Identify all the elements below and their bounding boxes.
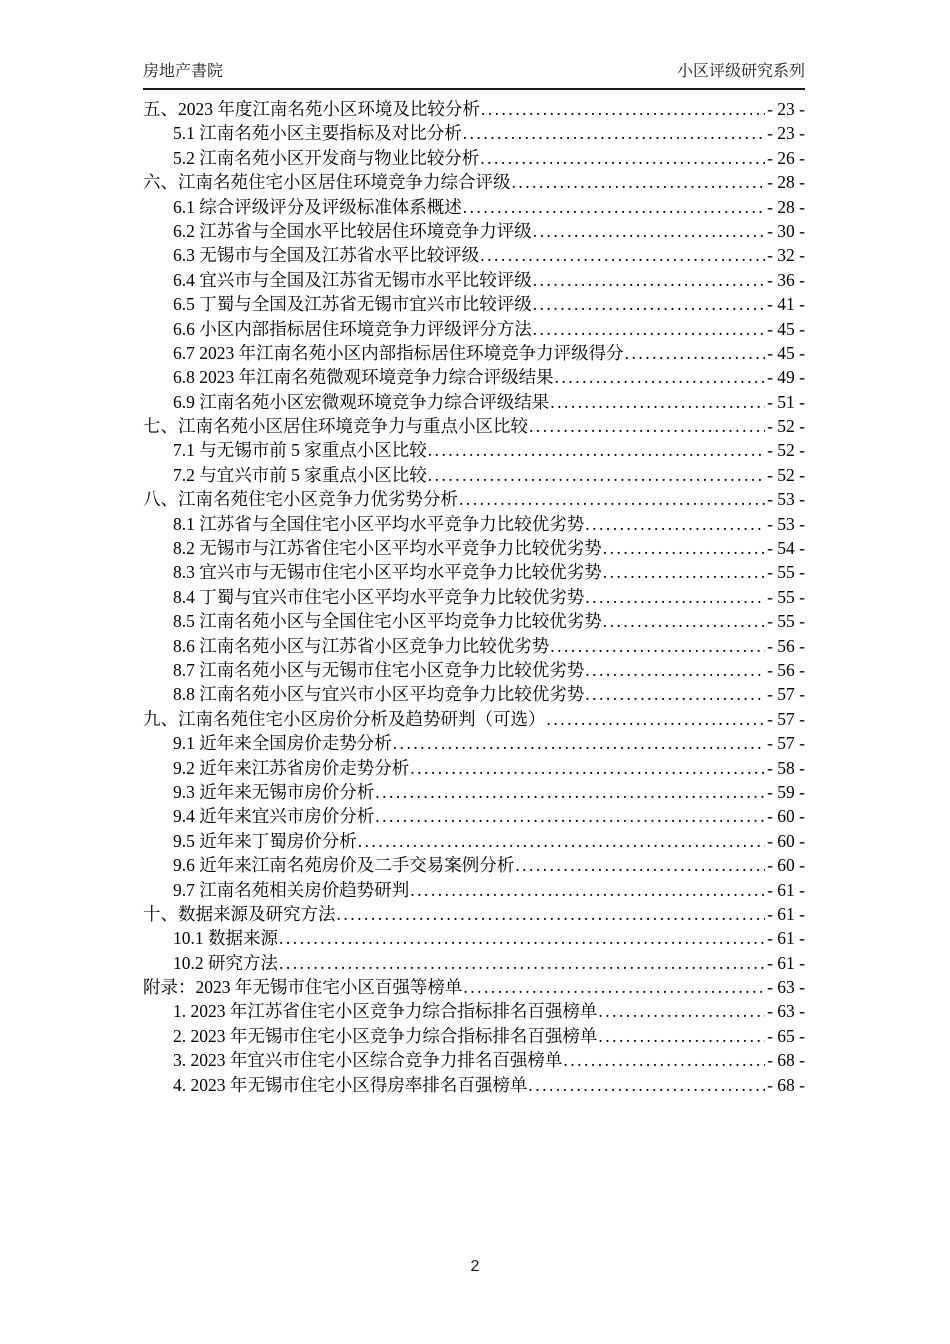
toc-entry-title: 7.2 与宜兴市前 5 家重点小区比较 (173, 464, 427, 485)
toc-entry-title: 6.3 无锡市与全国及江苏省水平比较评级 (173, 245, 480, 266)
toc-entry[interactable] (143, 682, 805, 706)
toc-entry-title: 5.1 江南名苑小区主要指标及对比分析 (173, 123, 462, 144)
toc-entry[interactable] (143, 926, 805, 950)
toc-entry-page: - 63 - (767, 1001, 805, 1022)
toc-entry[interactable] (143, 585, 805, 609)
toc-entry[interactable] (143, 780, 805, 804)
toc-leader-dots (555, 365, 765, 389)
toc-entry[interactable] (143, 487, 805, 511)
toc-entry-title: 10.1 数据来源 (173, 928, 278, 949)
toc-entry[interactable] (143, 804, 805, 828)
toc-entry-title: 2. 2023 年无锡市住宅小区竞争力综合指标排名百强榜单 (173, 1025, 598, 1046)
toc-entry-page: - 68 - (767, 1074, 805, 1095)
toc-entry-title: 4. 2023 年无锡市住宅小区得房率排名百强榜单 (173, 1074, 528, 1095)
toc-entry-page: - 68 - (767, 1050, 805, 1071)
toc-entry-page: - 57 - (767, 684, 805, 705)
toc-entry-page: - 61 - (767, 928, 805, 949)
toc-entry[interactable] (143, 756, 805, 780)
toc-leader-dots (393, 731, 765, 755)
toc-entry[interactable] (143, 902, 805, 926)
toc-entry-title: 7.1 与无锡市前 5 家重点小区比较 (173, 440, 427, 461)
toc-entry-page: - 53 - (767, 513, 805, 534)
toc-leader-dots (410, 756, 765, 780)
toc-entry-title: 8.6 江南名苑小区与江苏省小区竞争力比较优劣势 (173, 635, 550, 656)
toc-entry-page: - 36 - (767, 269, 805, 290)
toc-entry[interactable] (143, 658, 805, 682)
toc-leader-dots (533, 219, 765, 243)
toc-entry-page: - 23 - (767, 99, 805, 119)
toc-leader-dots (528, 1073, 765, 1097)
toc-leader-dots (625, 341, 765, 365)
toc-leader-dots (585, 658, 765, 682)
toc-entry-title: 8.7 江南名苑小区与无锡市住宅小区竞争力比较优劣势 (173, 659, 585, 680)
toc-leader-dots (585, 682, 765, 706)
toc-entry-title: 8.5 江南名苑小区与全国住宅小区平均竞争力比较优劣势 (173, 611, 602, 632)
toc-entry-page: - 56 - (767, 659, 805, 680)
toc-entry-title: 九、江南名苑住宅小区房价分析及趋势研判（可选） (143, 708, 546, 729)
toc-leader-dots (512, 170, 766, 194)
toc-entry[interactable] (143, 414, 805, 438)
toc-entry[interactable] (143, 1024, 805, 1048)
toc-leader-dots (585, 585, 765, 609)
toc-entry[interactable] (143, 463, 805, 487)
page-footer (0, 1258, 950, 1276)
toc-entry-title: 6.7 2023 年江南名苑小区内部指标居住环境竞争力评级得分 (173, 342, 624, 363)
toc-leader-dots (529, 414, 765, 438)
toc-entry[interactable] (143, 853, 805, 877)
toc-entry-title: 1. 2023 年江苏省住宅小区竞争力综合指标排名百强榜单 (173, 1001, 598, 1022)
toc-entry-title: 9.4 近年来宜兴市房价分析 (173, 806, 375, 827)
toc-entry-title: 五、2023 年度江南名苑小区环境及比较分析 (143, 99, 480, 119)
toc-leader-dots (563, 1048, 765, 1072)
toc-leader-dots (410, 878, 765, 902)
toc-leader-dots (480, 146, 765, 170)
toc-leader-dots (480, 243, 765, 267)
toc-leader-dots (459, 487, 765, 511)
toc-entry-page: - 61 - (767, 879, 805, 900)
toc-entry[interactable] (143, 243, 805, 267)
toc-entry-page: - 65 - (767, 1025, 805, 1046)
toc-leader-dots (533, 317, 765, 341)
toc-entry[interactable] (143, 219, 805, 243)
toc-entry-page: - 63 - (767, 977, 805, 998)
toc-entry-title: 8.4 丁蜀与宜兴市住宅小区平均水平竞争力比较优劣势 (173, 586, 585, 607)
toc-leader-dots (358, 829, 765, 853)
toc-entry-title: 9.3 近年来无锡市房价分析 (173, 781, 375, 802)
toc-leader-dots (375, 804, 765, 828)
toc-entry-page: - 54 - (767, 538, 805, 559)
toc-entry-page: - 32 - (767, 245, 805, 266)
toc-entry-page: - 60 - (767, 806, 805, 827)
toc-entry-title: 5.2 江南名苑小区开发商与物业比较分析 (173, 147, 480, 168)
toc-entry-page: - 53 - (767, 489, 805, 510)
toc-entry[interactable] (143, 999, 805, 1023)
toc-leader-dots (533, 292, 765, 316)
toc-entry[interactable] (143, 317, 805, 341)
toc-entry[interactable] (143, 146, 805, 170)
toc-leader-dots (428, 438, 765, 462)
toc-entry[interactable] (143, 438, 805, 462)
toc-entry-title: 8.8 江南名苑小区与宜兴市小区平均竞争力比较优劣势 (173, 684, 585, 705)
toc-leader-dots (598, 999, 765, 1023)
toc-entry-title: 七、江南名苑小区居住环境竞争力与重点小区比较 (143, 416, 528, 437)
toc-entry-title: 9.6 近年来江南名苑房价及二手交易案例分析 (173, 855, 515, 876)
toc-leader-dots (550, 634, 765, 658)
toc-leader-dots (547, 707, 766, 731)
toc-entry[interactable] (143, 1073, 805, 1097)
toc-entry-page: - 45 - (767, 318, 805, 339)
toc-entry-title: 9.7 江南名苑相关房价趋势研判 (173, 879, 410, 900)
toc-entry-title: 8.3 宜兴市与无锡市住宅小区平均水平竞争力比较优劣势 (173, 562, 602, 583)
toc-entry-title: 6.4 宜兴市与全国及江苏省无锡市水平比较评级 (173, 269, 532, 290)
toc-entry[interactable] (143, 560, 805, 584)
toc-entry-title: 6.1 综合评级评分及评级标准体系概述 (173, 196, 462, 217)
toc-leader-dots (375, 780, 765, 804)
toc-entry-title: 6.8 2023 年江南名苑微观环境竞争力综合评级结果 (173, 367, 554, 388)
toc-entry-title: 3. 2023 年宜兴市住宅小区综合竞争力排名百强榜单 (173, 1050, 563, 1071)
toc-entry-page: - 30 - (767, 220, 805, 241)
header-right-text: 小区评级研究系列 (676, 63, 805, 80)
toc-entry[interactable] (143, 829, 805, 853)
toc-entry-page: - 52 - (767, 440, 805, 461)
toc-entry-title: 6.6 小区内部指标居住环境竞争力评级评分方法 (173, 318, 532, 339)
toc-entry[interactable] (143, 341, 805, 365)
toc-entry-page: - 52 - (767, 416, 805, 437)
toc-leader-dots (279, 926, 765, 950)
page-header (143, 58, 805, 90)
toc-leader-dots (603, 536, 765, 560)
toc-leader-dots (279, 951, 765, 975)
toc-entry-page: - 60 - (767, 830, 805, 851)
toc-leader-dots (428, 463, 765, 487)
toc-entry[interactable] (143, 390, 805, 414)
toc-entry-title: 六、江南名苑住宅小区居住环境竞争力综合评级 (143, 172, 511, 193)
toc-leader-dots (337, 902, 766, 926)
toc-entry[interactable] (143, 707, 805, 731)
toc-entry[interactable] (143, 170, 805, 194)
toc-entry-title: 6.5 丁蜀与全国及江苏省无锡市宜兴市比较评级 (173, 294, 532, 315)
toc-entry-title: 十、数据来源及研究方法 (143, 903, 336, 924)
toc-entry-page: - 60 - (767, 855, 805, 876)
toc-leader-dots (463, 195, 765, 219)
toc-entry-title: 8.1 江苏省与全国住宅小区平均水平竞争力比较优劣势 (173, 513, 585, 534)
toc-entry-title: 附录：2023 年无锡市住宅小区百强等榜单 (143, 977, 463, 998)
toc-entry-title: 9.1 近年来全国房价走势分析 (173, 733, 392, 754)
toc-entry-page: - 49 - (767, 367, 805, 388)
toc-entry-page: - 45 - (767, 342, 805, 363)
toc-entry-page: - 52 - (767, 464, 805, 485)
toc-entry-page: - 28 - (767, 196, 805, 217)
toc-entry[interactable] (143, 975, 805, 999)
toc-leader-dots (598, 1024, 765, 1048)
table-of-contents (143, 97, 805, 1097)
toc-entry[interactable] (143, 609, 805, 633)
toc-entry[interactable] (143, 731, 805, 755)
toc-entry[interactable] (143, 878, 805, 902)
toc-entry-page: - 56 - (767, 635, 805, 656)
toc-leader-dots (515, 853, 765, 877)
toc-entry-page: - 23 - (767, 123, 805, 144)
toc-entry-page: - 28 - (767, 172, 805, 193)
toc-entry[interactable] (143, 121, 805, 145)
toc-leader-dots (603, 560, 765, 584)
toc-leader-dots (463, 975, 765, 999)
toc-entry-page: - 51 - (767, 391, 805, 412)
toc-leader-dots (550, 390, 765, 414)
toc-entry-title: 6.9 江南名苑小区宏微观环境竞争力综合评级结果 (173, 391, 550, 412)
toc-leader-dots (603, 609, 765, 633)
toc-entry-title: 8.2 无锡市与江苏省住宅小区平均水平竞争力比较优劣势 (173, 538, 602, 559)
toc-entry-page: - 59 - (767, 781, 805, 802)
toc-entry[interactable] (143, 97, 805, 121)
toc-entry-page: - 58 - (767, 757, 805, 778)
toc-entry-title: 9.2 近年来江苏省房价走势分析 (173, 757, 410, 778)
toc-entry[interactable] (143, 634, 805, 658)
toc-entry[interactable] (143, 268, 805, 292)
toc-entry[interactable] (143, 292, 805, 316)
toc-entry[interactable] (143, 1048, 805, 1072)
toc-entry-title: 10.2 研究方法 (173, 952, 278, 973)
toc-entry-page: - 41 - (767, 294, 805, 315)
header-left-text: 房地产書院 (143, 63, 224, 80)
toc-leader-dots (481, 97, 765, 121)
toc-leader-dots (585, 512, 765, 536)
toc-entry-page: - 61 - (767, 952, 805, 973)
toc-entry[interactable] (143, 951, 805, 975)
toc-entry-page: - 57 - (767, 708, 805, 729)
toc-entry-page: - 57 - (767, 733, 805, 754)
toc-entry-title: 八、江南名苑住宅小区竞争力优劣势分析 (143, 489, 458, 510)
toc-entry[interactable] (143, 365, 805, 389)
toc-leader-dots (533, 268, 765, 292)
toc-entry[interactable] (143, 536, 805, 560)
toc-entry[interactable] (143, 512, 805, 536)
toc-entry-page: - 26 - (767, 147, 805, 168)
toc-entry-title: 9.5 近年来丁蜀房价分析 (173, 830, 357, 851)
toc-entry[interactable] (143, 195, 805, 219)
page-number: 2 (470, 1258, 480, 1275)
toc-entry-page: - 55 - (767, 586, 805, 607)
toc-entry-page: - 55 - (767, 611, 805, 632)
toc-entry-page: - 61 - (767, 903, 805, 924)
toc-leader-dots (463, 121, 765, 145)
toc-entry-title: 6.2 江苏省与全国水平比较居住环境竞争力评级 (173, 220, 532, 241)
toc-entry-page: - 55 - (767, 562, 805, 583)
